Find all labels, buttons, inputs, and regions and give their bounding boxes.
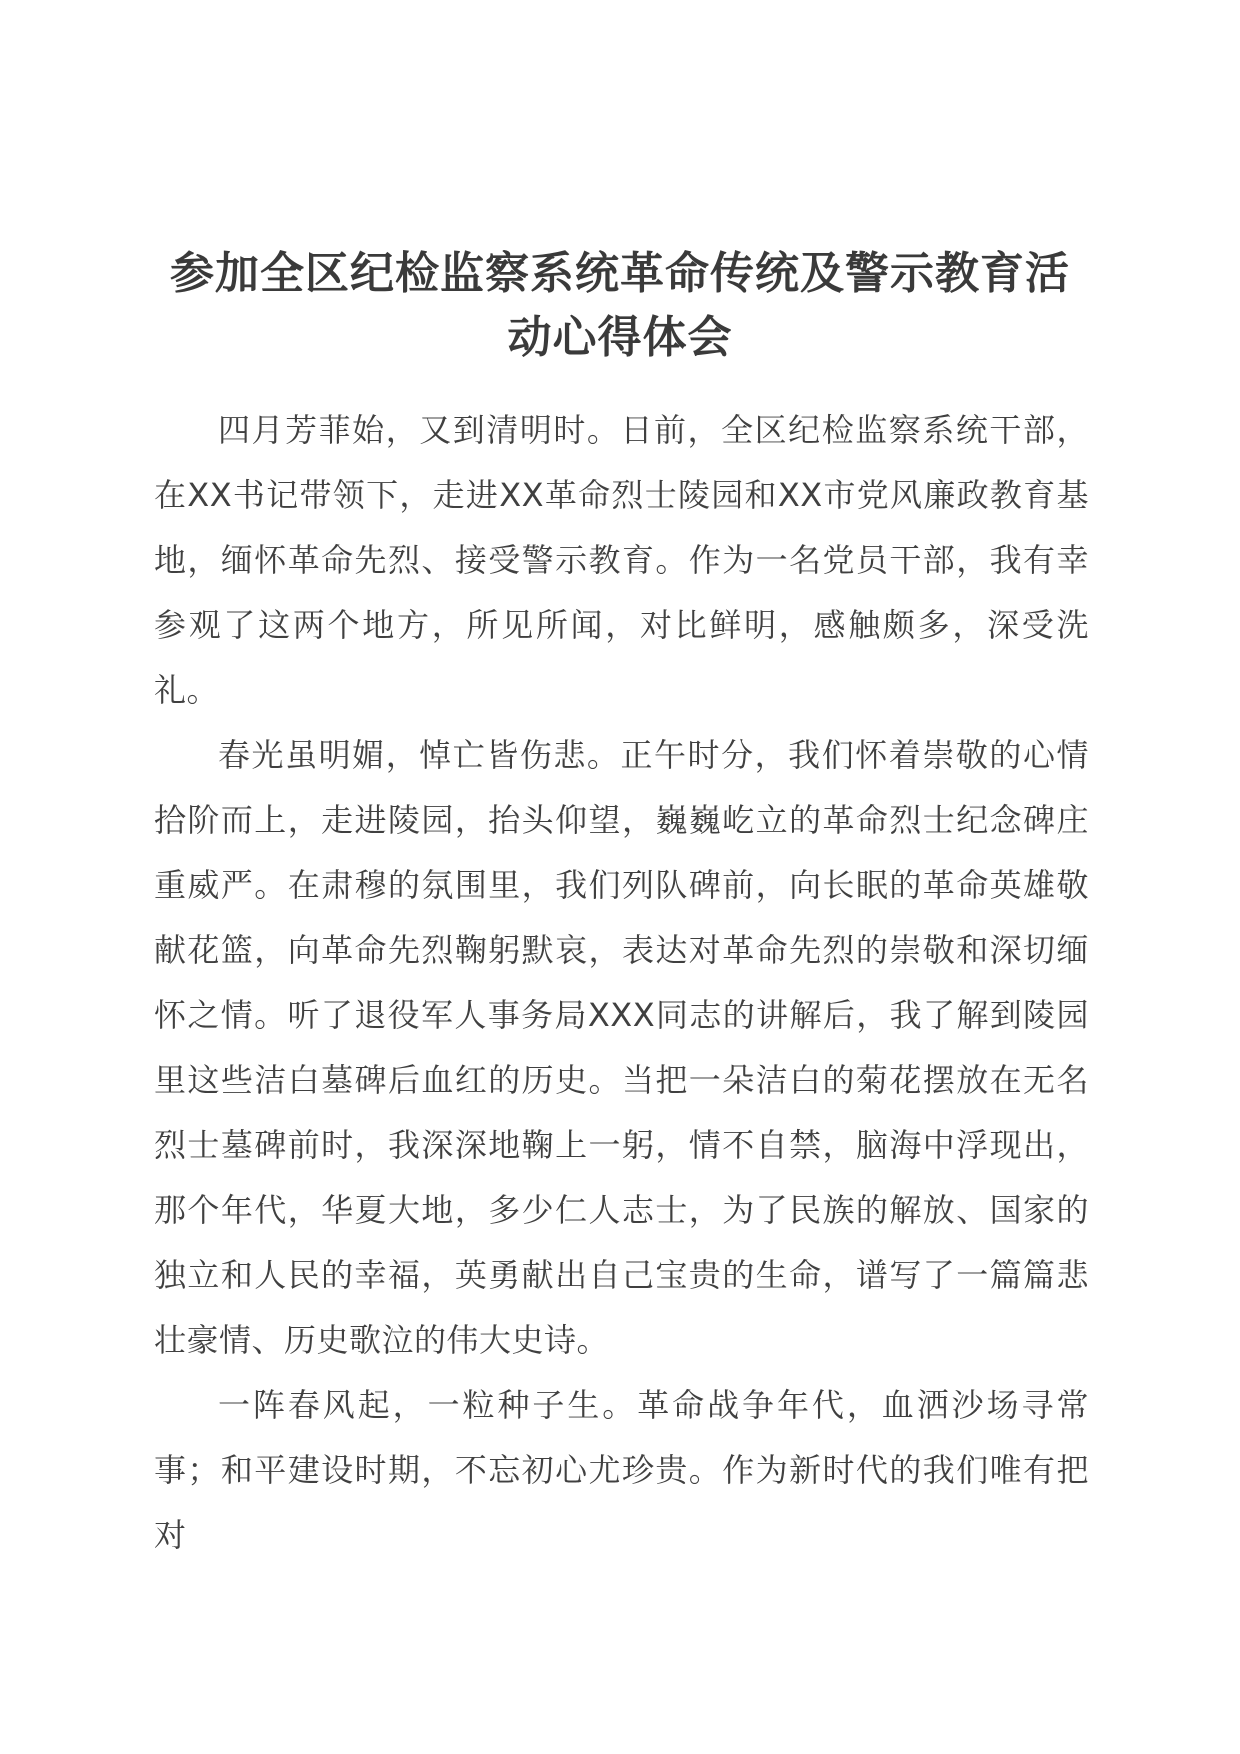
paragraph-2: 春光虽明媚，悼亡皆伤悲。正午时分，我们怀着崇敬的心情拾阶而上，走进陵园，抬头仰望，巍巍屹立的革命烈士纪念碑庄重威严。在肃穆的氛围里，我们列队碑前，向长眠的革命英雄敬献花篮，向革命先烈鞠躬默哀，表达对革命先烈的崇敬和深切缅怀之情。听了退役军人事务局XXX同志的讲解后，我了解到陵园里这些洁白墓碑后血红的历史。当把一朵洁白的菊花摆放在无名烈士墓碑前时，我深深地鞠上一躬，情不自禁，脑海中浮现出，那个年代，华夏大地，多少仁人志士，为了民族的解放、国家的独立和人民的幸福，英勇献出自己宝贵的生命，谱写了一篇篇悲壮豪情、历史歌泣的伟大史诗。 — [154, 736, 1089, 1359]
paragraph-3: 一阵春风起，一粒种子生。革命战争年代，血洒沙场寻常事；和平建设时期，不忘初心尤珍贵。作为新时代的我们唯有把对 — [154, 1386, 1089, 1554]
paragraph-1: 四月芳菲始，又到清明时。日前，全区纪检监察系统干部，在XX书记带领下，走进XX革命烈士陵园和XX市党风廉政教育基地，缅怀革命先烈、接受警示教育。作为一名党员干部，我有幸参观了这两个地方，所见所闻，对比鲜明，感触颇多，深受洗礼。 — [154, 411, 1089, 709]
document-body — [154, 398, 1089, 1568]
document-title: 参加全区纪检监察系统革命传统及警示教育活动心得体会 — [170, 248, 1070, 363]
